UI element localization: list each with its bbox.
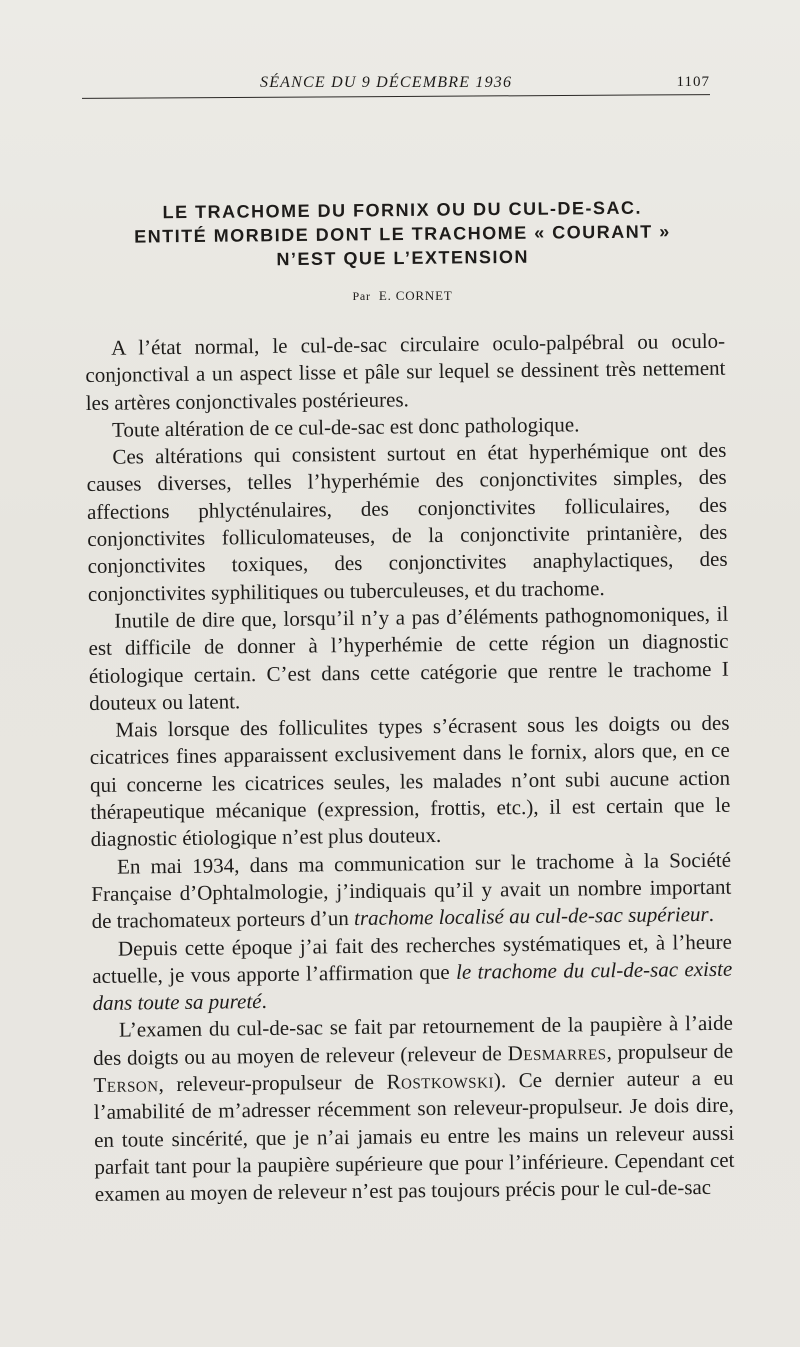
title-line-1: LE TRACHOME DU FORNIX OU DU CUL-DE-SAC.: [162, 197, 643, 223]
author-ref-terson: Terson: [93, 1072, 159, 1097]
paragraph-7-italic: le trachome du cul-de-sac existe dans toute sa pureté: [92, 956, 733, 1016]
paragraph-8-part-1: L’examen du cul-de-sac se fait par retournement de la paupière à l’aide des doigts ou au moyen de releveur (releveur de: [93, 1011, 733, 1070]
title-line-2: ENTITÉ MORBIDE DONT LE TRACHOME « COURANT »: [134, 221, 671, 247]
paragraph-5: Mais lorsque des folliculites types s’écrasent sous les doigts ou des cicatrices fines apparaissent exclusivement dans le fornix, alors que, en ce qui concerne les cicatrices seules, les malades n’ont subi aucune action thérapeutique mécanique (expression, frottis, etc.), il est certain que le diagnostic étiologique n’est plus douteux.: [89, 710, 731, 852]
author-ref-rostkowski: Rostkowski: [386, 1068, 495, 1094]
paragraph-7-text: Depuis cette époque j’ai fait des recherches systématiques et, à l’heure actuelle, je vous apporte l’affirmation que: [92, 929, 733, 988]
page-number: 1107: [676, 74, 710, 90]
paragraph-2: Toute altération de ce cul-de-sac est donc pathologique.: [111, 412, 580, 442]
byline: [80, 288, 725, 304]
paragraph-6: [91, 846, 732, 935]
paragraph-8-part-2: , propulseur de: [606, 1038, 734, 1064]
paragraph-8-part-4: ). Ce dernier auteur a eu l’amabilité de m’adresser récemment son releveur-propulseur. Je dois dire, en toute sincérité, que je n’ai jamais eu entre les mains un releveur aussi parfait tant pour la paupière supérieure que pour l’inférieure. Cependant cet examen au moyen de releveur n’est pas toujours précis pour le cul-de-sac: [93, 1065, 735, 1207]
author-ref-desmarres: Desmarres: [507, 1039, 607, 1065]
paragraph-6-italic: trachome localisé au cul-de-sac supérieur: [353, 902, 709, 931]
paragraph-8-part-3: , releveur-propulseur de: [158, 1069, 387, 1097]
paragraph-3: Ces altérations qui consistent surtout en état hyperhémique ont des causes diverses, telles l’hyperhémie des conjonctivites simples, des affections phlycténulaires, des conjonctivites folliculaires, des conjonctivites folliculomateuses, de la conjonctivite printanière, des conjonctivites toxiques, des conjonctivites anaphylactiques, des conjonctivites syphilitiques ou tuberculeuses, et du trachome.: [86, 437, 728, 606]
paragraph-7: [92, 928, 733, 1017]
author-name: E. CORNET: [378, 288, 453, 303]
paragraph-7-end: .: [261, 989, 267, 1014]
running-head-title: SÉANCE DU 9 DÉCEMBRE 1936: [260, 74, 513, 91]
byline-prefix: Par: [352, 289, 371, 303]
paragraph-8: [93, 1010, 735, 1208]
article-title: [80, 195, 726, 273]
paragraph-1: A l’état normal, le cul-de-sac circulaire oculo-palpébral ou oculo-conjonctival a un aspect lisse et pâle sur lequel se dessinent très nettement les artères conjonctivales postérieures.: [85, 328, 726, 415]
title-line-3: N’EST QUE L’EXTENSION: [276, 246, 530, 270]
paragraph-6-end: .: [708, 902, 715, 927]
paragraph-6-text: En mai 1934, dans ma communication sur le trachome à la Société Française d’Ophtalmologie, j’indiquais qu’il y avait un nombre important de trachomateux porteurs d’un: [91, 847, 732, 934]
paragraph-4: Inutile de dire que, lorsqu’il n’y a pas d’éléments pathognomoniques, il est difficile de donner à l’hyperhémie de cette région un diagnostic étiologique certain. C’est dans cette catégorie que rentre le trachome I douteux ou latent.: [88, 601, 729, 715]
article-body: [85, 328, 735, 1209]
